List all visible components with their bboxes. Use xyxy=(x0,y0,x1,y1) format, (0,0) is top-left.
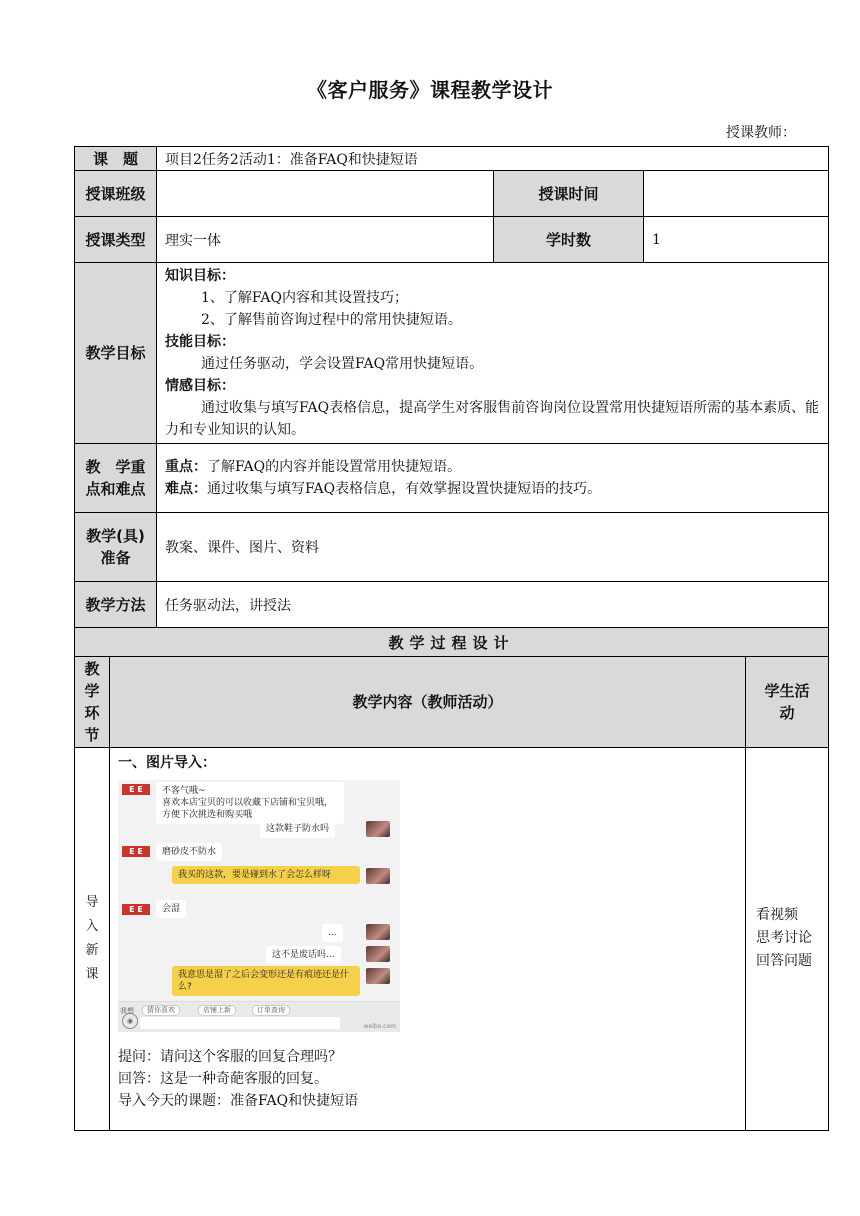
answer-line: 回答：这是一种奇葩客服的回复。 xyxy=(118,1071,328,1087)
chat-input-bar xyxy=(118,1001,400,1032)
chat-message-6: ... xyxy=(322,924,343,942)
chat-screenshot xyxy=(118,780,400,1032)
chat-message-1: 不客气哦~ 喜欢本店宝贝的可以收藏下店铺和宝贝哦，方便下次挑选和购买哦 xyxy=(156,782,344,824)
customer-avatar-icon xyxy=(366,924,390,940)
class-label: 授课班级 xyxy=(75,171,157,217)
student-activity-3: 回答问题 xyxy=(756,953,812,969)
customer-avatar-icon xyxy=(366,968,390,984)
quick-bar-label: 我想 xyxy=(120,1007,134,1015)
emotion-goal-head: 情感目标： xyxy=(165,378,235,394)
difficulty-head: 难点： xyxy=(165,481,207,497)
key-points-content xyxy=(157,444,829,513)
chat-message-7: 这不是废话吗... xyxy=(266,946,341,964)
shop-logo-icon: E E xyxy=(122,904,150,915)
content-column-header: 教学内容（教师活动） xyxy=(110,657,746,748)
chat-message-2: 这款鞋子防水吗 xyxy=(260,820,335,838)
student-activity-2: 思考讨论 xyxy=(756,930,812,946)
key-points-label: 教 学重点和难点 xyxy=(75,444,157,513)
difficulty-text: 通过收集与填写FAQ表格信息，有效掌握设置快捷短语的技巧。 xyxy=(207,481,602,497)
method-value: 任务驱动法，讲授法 xyxy=(157,582,829,628)
method-label: 教学方法 xyxy=(75,582,157,628)
quick-tab-order: 订单查询 xyxy=(252,1005,290,1016)
intro-head: 一、图片导入： xyxy=(118,755,216,771)
goals-content xyxy=(157,263,829,444)
skill-goal-head: 技能目标： xyxy=(165,334,235,350)
customer-avatar-icon xyxy=(366,946,390,962)
prep-label: 教学(具)准备 xyxy=(75,513,157,582)
intro-content xyxy=(110,748,746,1131)
student-activity-1: 看视频 xyxy=(756,907,798,923)
customer-avatar-icon xyxy=(366,821,390,837)
watermark: weibo.com xyxy=(363,1023,396,1030)
course-info-table xyxy=(74,146,829,628)
shop-logo-icon: E E xyxy=(122,846,150,857)
stage-intro: 导入新课 xyxy=(75,748,110,1131)
emotion-goal-1: 通过收集与填写FAQ表格信息，提高学生对客服售前咨询岗位设置常用快捷短语所需的基本素质、能力和专业知识的认知。 xyxy=(165,400,820,438)
customer-avatar-icon xyxy=(366,868,390,884)
knowledge-goal-2: 2、了解售前咨询过程中的常用快捷短语。 xyxy=(201,312,462,328)
voice-icon: ◉ xyxy=(122,1013,138,1029)
chat-message-8: 我意思是湿了之后会变形还是有痕迹还是什么? xyxy=(172,966,360,996)
chat-message-4: 我买的这款，要是碰到水了会怎么样呀 xyxy=(172,866,360,884)
prep-value: 教案、课件、图片、资料 xyxy=(157,513,829,582)
page-title: 《客户服务》课程教学设计 xyxy=(307,78,553,102)
class-value xyxy=(157,171,494,217)
teacher-label: 授课教师： xyxy=(726,125,796,141)
hours-value: 1 xyxy=(644,217,829,263)
chat-message-3: 磨砂皮不防水 xyxy=(156,843,222,861)
hours-label: 学时数 xyxy=(494,217,644,263)
intro-topic-line: 导入今天的课题：准备FAQ和快捷短语 xyxy=(118,1093,359,1109)
topic-label: 课 题 xyxy=(75,147,157,171)
time-label: 授课时间 xyxy=(494,171,644,217)
type-label: 授课类型 xyxy=(75,217,157,263)
chat-message-5: 会湿 xyxy=(156,900,186,918)
key-head: 重点： xyxy=(165,459,207,475)
topic-value: 项目2任务2活动1：准备FAQ和快捷短语 xyxy=(157,147,829,171)
type-value: 理实一体 xyxy=(157,217,494,263)
quick-tab-new: 店铺上新 xyxy=(198,1005,236,1016)
skill-goal-1: 通过任务驱动，学会设置FAQ常用快捷短语。 xyxy=(201,356,484,372)
question-line: 提问：请问这个客服的回复合理吗？ xyxy=(118,1049,342,1065)
student-column-header: 学生活动 xyxy=(746,657,829,748)
chat-text-input xyxy=(140,1017,340,1029)
quick-tab-guess: 猜你喜欢 xyxy=(142,1005,180,1016)
time-value xyxy=(644,171,829,217)
process-section-title: 教学过程设计 xyxy=(75,628,829,657)
stage-column-header: 教学环节 xyxy=(75,657,110,748)
knowledge-goal-head: 知识目标： xyxy=(165,268,235,284)
key-text: 了解FAQ的内容并能设置常用快捷短语。 xyxy=(207,459,462,475)
knowledge-goal-1: 1、了解FAQ内容和其设置技巧； xyxy=(201,290,408,306)
student-activity xyxy=(746,748,829,1131)
teaching-process-table xyxy=(74,627,829,1131)
goals-label: 教学目标 xyxy=(75,263,157,444)
shop-logo-icon: E E xyxy=(122,784,150,795)
